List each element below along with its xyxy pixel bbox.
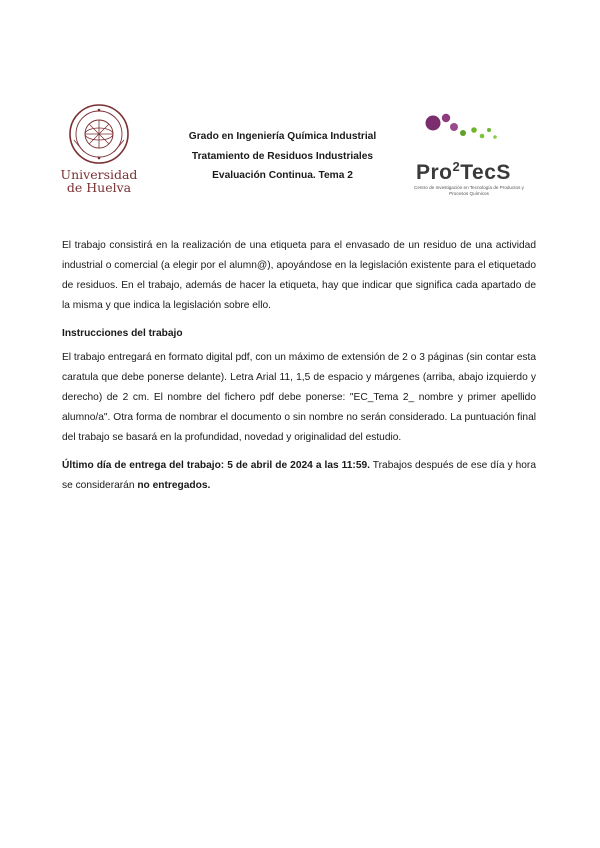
university-name [58, 168, 140, 194]
deadline-text: Trabajos después de ese día y hora se considerarán [62, 460, 536, 491]
intro-paragraph: El trabajo consistirá en la realización de una etiqueta para el envasado de un residuo de una actividad industrial o comercial (a elegir por el alumn@), apoyándose en la legislación existente para el etiquetado de residuos. En el trabajo, además de hacer la etiqueta, hay que indicar que significa cada apartado de la misma y que indica la legislación sobre ello. [62, 240, 536, 311]
degree-title: Grado en Ingeniería Química Industrial [188, 131, 377, 142]
protecs-wordmark: Pro$^2$TecS [416, 159, 511, 184]
section-title: Instrucciones del trabajo [62, 328, 183, 339]
deadline-date: Último día de entrega del trabajo: 5 de abril de 2024 a las 11:59. [62, 460, 370, 471]
deadline-consequence: no entregados. [137, 480, 211, 491]
document-header [160, 127, 405, 186]
university-name-line2: de Huelva [66, 180, 132, 195]
deadline-paragraph [62, 456, 536, 496]
protecs-subtitle: Centro de Investigación en Tecnología de Productos y Procesos Químicos [414, 185, 524, 196]
document-body [62, 236, 536, 504]
evaluation-title: Evaluación Continua. Tema 2 [212, 170, 353, 181]
university-name-line1: Universidad [60, 167, 138, 182]
instructions-paragraph: El trabajo entregará en formato digital pdf, con un máximo de extensión de 2 o 3 páginas (sin contar esta caratula que debe ponerse delante). Letra Arial 11, 1,5 de espacio y márgenes (arriba, abajo izquierdo y derecho) de 2 cm. El nombre del fichero pdf debe ponerse: "EC_Tema 2_ nombre y primer apellido alumno/a". Otra forma de nombrar el documento o sin nombre no serán considerado. La puntuación final del trabajo se basará en la profundidad, novedad y originalidad del estudio. [62, 352, 536, 443]
course-title: Tratamiento de Residuos Industriales [191, 150, 374, 162]
